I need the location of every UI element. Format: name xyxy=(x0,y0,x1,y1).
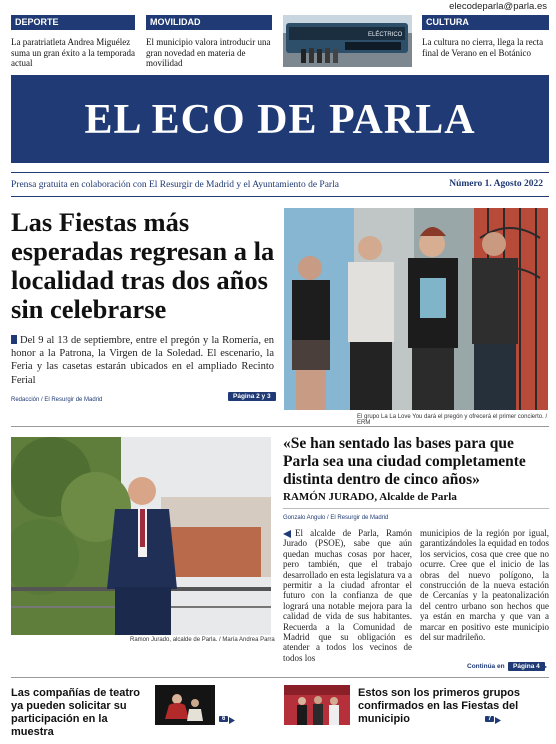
continue-page-ref[interactable]: Página 4 xyxy=(508,662,545,671)
interview-col2: municipios de la región por igual, garantizándoles la equidad en todos los servicios, cosa que cree que no ocurre. Cree que el inicio de las obras del nuevo polígono, la construcción de la nueva estación de Cercanías y la peatonalización del centro urbano son hechos que ya están en marcha y que van a marcar en positivo este municipio del sur madrileño. xyxy=(420,528,549,643)
section-cultura-text[interactable]: La cultura no cierra, llega la recta final de Verano en el Botánico xyxy=(422,37,544,58)
bottom-page-ref-7[interactable]: 7 xyxy=(485,716,494,722)
divider xyxy=(11,196,549,197)
tagline: Prensa gratuita en colaboración con El Resurgir de Madrid y el Ayuntamiento de Parla xyxy=(11,180,339,190)
mayor-photo-svg xyxy=(11,437,271,635)
lead-credit: Redacción / El Resurgir de Madrid xyxy=(11,397,103,403)
bus-photo-svg xyxy=(283,15,412,67)
arrow-right-icon xyxy=(495,717,501,724)
section-movilidad-text[interactable]: El municipio valora introducir una gran novedad en materia de movilidad xyxy=(146,37,271,68)
bottom-teaser-groups[interactable]: Estos son los primeros grupos confirmados en las Fiestas del municipio xyxy=(358,687,520,725)
contact-email[interactable]: elecodeparla@parla.es xyxy=(449,1,547,12)
lead-headline[interactable]: Las Fiestas más esperadas regresan a la localidad tras dos años sin celebrarse xyxy=(11,207,275,324)
section-movilidad-label[interactable]: MOVILIDAD xyxy=(146,15,272,30)
mayor-photo-caption: Ramon Jurado, alcalde de Parla. / María Andrea Parra xyxy=(130,637,275,643)
bus-photo[interactable] xyxy=(283,15,412,67)
bus-sign-text: ELÉCTRICO xyxy=(368,32,403,38)
arrow-right-icon xyxy=(540,663,547,671)
lead-lede xyxy=(11,334,274,387)
interview-byline: RAMÓN JURADO, Alcalde de Parla xyxy=(283,491,457,503)
theatre-photo[interactable] xyxy=(155,685,215,725)
theatre-photo-svg xyxy=(155,685,215,725)
mayor-photo[interactable] xyxy=(11,437,271,635)
section-cultura-label[interactable]: CULTURA xyxy=(422,15,549,30)
continue-label: Continúa en xyxy=(467,663,505,670)
divider xyxy=(11,426,549,427)
masthead-title: EL ECO DE PARLA xyxy=(11,75,549,163)
band-photo-caption: El grupo La La Love You dará el pregón y ofrecerá el primer concierto. / ERM xyxy=(357,414,548,426)
section-deporte-text[interactable]: La paratriatleta Andrea Miguélez suma un gran éxito a la temporada actual xyxy=(11,37,135,68)
arrow-right-icon xyxy=(229,717,235,724)
edition-label: Número 1. Agosto 2022 xyxy=(449,179,543,189)
section-deporte-label[interactable]: DEPORTE xyxy=(11,15,135,30)
groups-photo[interactable] xyxy=(284,685,350,725)
interview-headline[interactable]: «Se han sentado las bases para que Parla sea una ciudad completamente distinta dentro de cinco años» xyxy=(283,435,526,488)
divider xyxy=(11,172,549,173)
lead-page-ref[interactable]: Página 2 y 3 xyxy=(228,392,276,401)
interview-col1: El alcalde de Parla, Ramón Jurado (PSOE), sabe que aún quedan muchas cosas por hacer, pero también, que el trabajo desarrollado en esta legislatura va a permitir a la ciudad afrontar el futuro con la confianza de que logrará una notable mejora para la calidad de vida de sus habitantes. Recuerda a la Comunidad de Madrid que su obligación es atender a todos los vecinos de todos los xyxy=(283,528,412,663)
lead-lede-text: Del 9 al 13 de septiembre, entre el pregón y la Romería, en honor a la Patrona, la Virgen de la Soledad. El escenario, la Feria y las casetas estarán ubicados en el ampliado Recinto Ferial xyxy=(11,335,274,386)
divider xyxy=(283,508,549,509)
band-photo[interactable] xyxy=(284,208,548,410)
bullet-square xyxy=(11,335,17,344)
interview-credit: Gonzalo Angulo / El Resurgir de Madrid xyxy=(283,515,389,521)
bottom-page-ref-6[interactable]: 6 xyxy=(219,716,228,722)
divider xyxy=(11,677,549,678)
band-photo-svg xyxy=(284,208,548,410)
bottom-teaser-theatre[interactable]: Las compañías de teatro ya pueden solicitar su participación en la muestra xyxy=(11,687,140,738)
groups-photo-svg xyxy=(284,685,350,725)
triangle-marker-icon xyxy=(283,530,291,538)
